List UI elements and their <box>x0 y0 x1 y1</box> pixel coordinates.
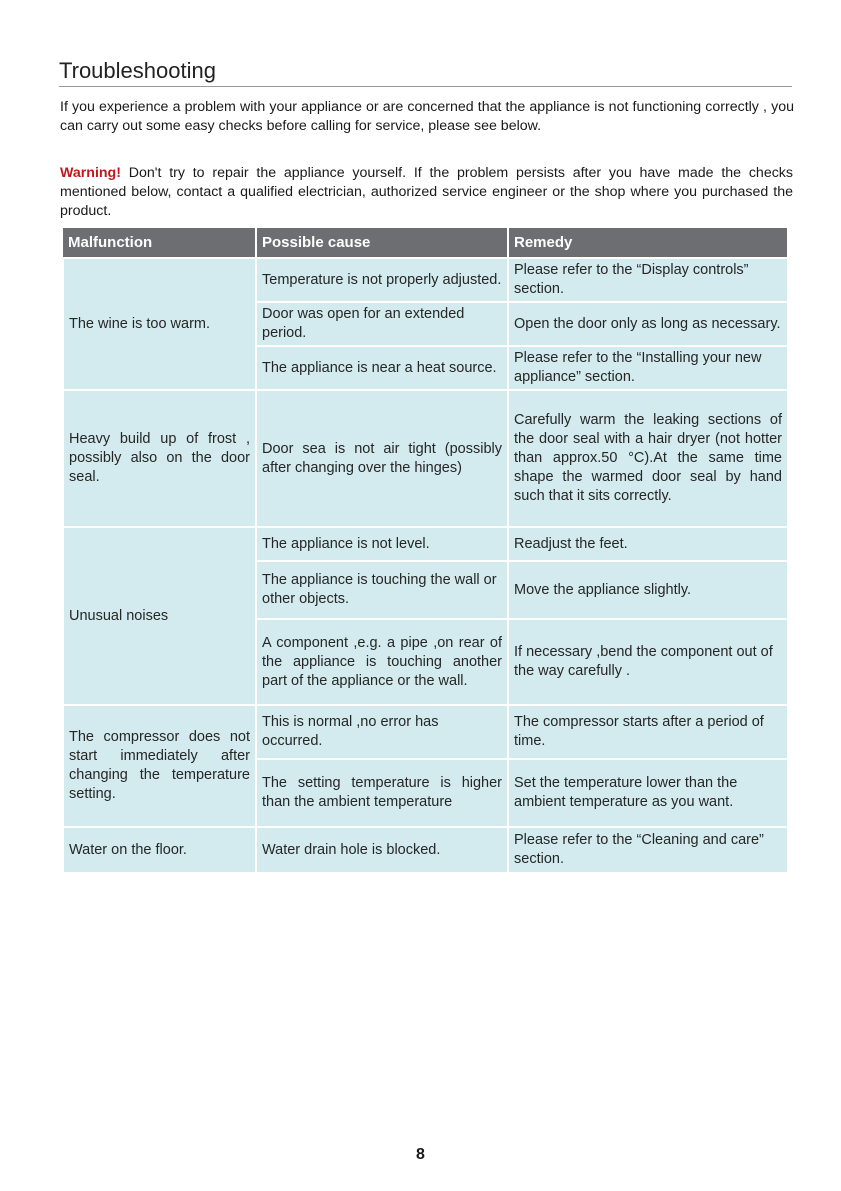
remedy-cell: Open the door only as long as necessary. <box>508 302 788 346</box>
remedy-cell: Please refer to the “Cleaning and care” section. <box>508 827 788 873</box>
malfunction-cell: The compressor does not start immediately after changing the temperature setting. <box>63 705 256 827</box>
remedy-cell: Carefully warm the leaking sections of the door seal with a hair dryer (not hotter than approx.50 °C).At the same time shape the warmed door seal by hand such that it sits correctly. <box>508 390 788 527</box>
cause-cell: This is normal ,no error has occurred. <box>256 705 508 759</box>
cause-cell: Door sea is not air tight (possibly after changing over the hinges) <box>256 390 508 527</box>
remedy-cell: Move the appliance slightly. <box>508 561 788 619</box>
cause-cell: The appliance is not level. <box>256 527 508 561</box>
warning-text: Don't try to repair the appliance yourself. If the problem persists after you have made the checks mentioned below, contact a qualified electrician, authorized service engineer or the shop where you purchased the product. <box>60 165 793 219</box>
table-header-row <box>63 228 788 258</box>
intro-paragraph: If you experience a problem with your appliance or are concerned that the appliance is not functioning correctly , you can carry out some easy checks before calling for service, please see below. <box>60 99 794 134</box>
remedy-cell: Set the temperature lower than the ambient temperature as you want. <box>508 759 788 827</box>
header-remedy: Remedy <box>508 228 788 258</box>
remedy-cell: Please refer to the “Installing your new appliance” section. <box>508 346 788 390</box>
cause-cell: The setting temperature is higher than the ambient temperature <box>256 759 508 827</box>
malfunction-cell: Heavy build up of frost , possibly also on the door seal. <box>63 390 256 527</box>
title-rule <box>59 86 792 87</box>
remedy-cell: Please refer to the “Display controls” section. <box>508 258 788 302</box>
malfunction-cell: Unusual noises <box>63 527 256 705</box>
table-row <box>63 390 788 527</box>
table-row <box>63 827 788 873</box>
page-number: 8 <box>416 1146 425 1163</box>
malfunction-cell: The wine is too warm. <box>63 258 256 390</box>
remedy-cell: The compressor starts after a period of time. <box>508 705 788 759</box>
cause-cell: A component ,e.g. a pipe ,on rear of the appliance is touching another part of the appliance or the wall. <box>256 619 508 705</box>
header-malfunction: Malfunction <box>63 228 256 258</box>
table-row <box>63 705 788 759</box>
table-row <box>63 527 788 561</box>
warning-label: Warning! <box>60 165 121 181</box>
cause-cell: Door was open for an extended period. <box>256 302 508 346</box>
cause-cell: The appliance is touching the wall or other objects. <box>256 561 508 619</box>
table-row <box>63 258 788 302</box>
remedy-cell: Readjust the feet. <box>508 527 788 561</box>
page-title: Troubleshooting <box>59 58 216 83</box>
cause-cell: Temperature is not properly adjusted. <box>256 258 508 302</box>
troubleshooting-table <box>62 228 789 874</box>
warning-paragraph <box>60 164 793 221</box>
header-possible-cause: Possible cause <box>256 228 508 258</box>
cause-cell: The appliance is near a heat source. <box>256 346 508 390</box>
malfunction-cell: Water on the floor. <box>63 827 256 873</box>
remedy-cell: If necessary ,bend the component out of the way carefully . <box>508 619 788 705</box>
cause-cell: Water drain hole is blocked. <box>256 827 508 873</box>
